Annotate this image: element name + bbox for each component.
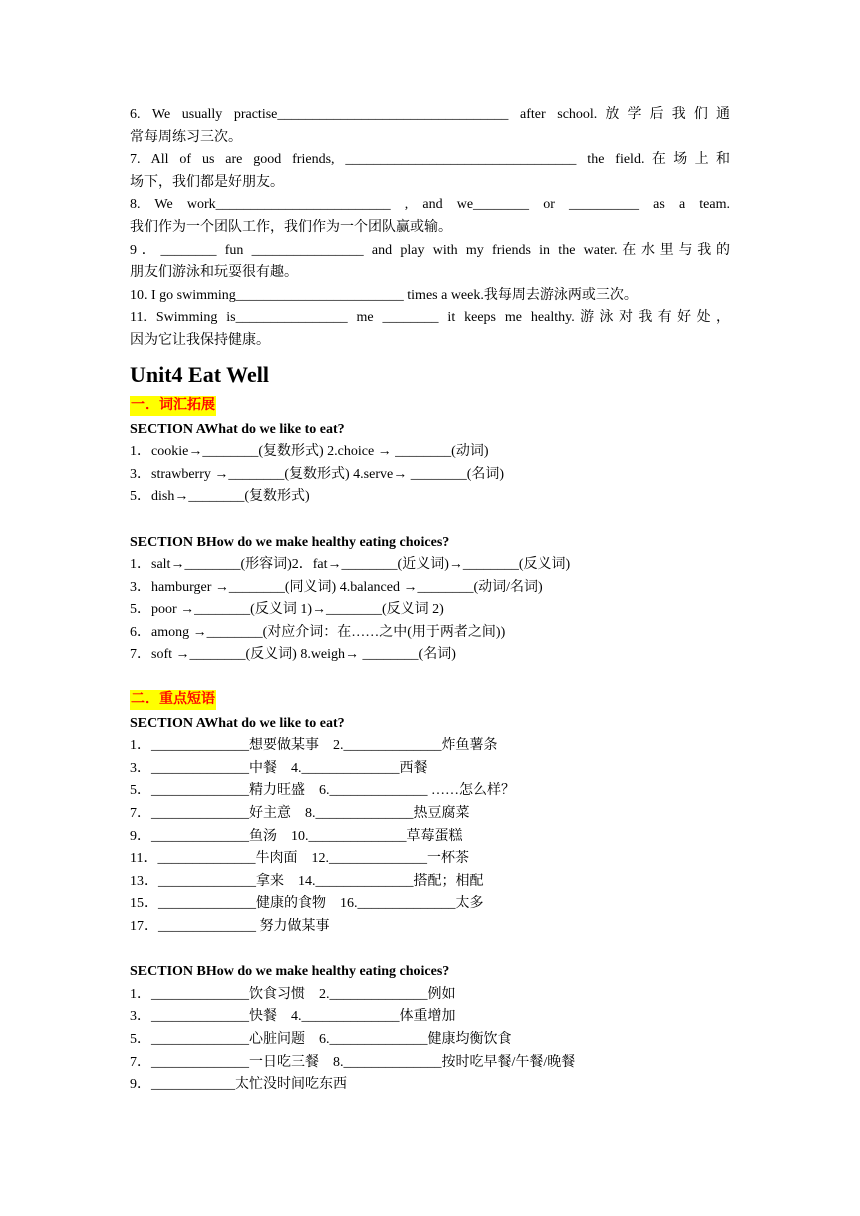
part2-b-line-5: 9．____________太忙没时间吃东西 [130,1077,347,1093]
spacer [130,667,730,690]
part1-section-b-title: SECTION BHow do we make healthy eating choices? [130,534,450,550]
part2-a-line-4: 7．______________好主意 8.______________热豆腐菜 [130,806,470,822]
part1-heading-row [130,396,730,418]
part2-b-line-1: 1．______________饮食习惯 2.______________例如 [130,986,456,1002]
exercise-8-line-2: 我们作为一个团队工作，我们作为一个团队赢或输。 [130,219,452,235]
part2-a-line-2: 3．______________中餐 4.______________西餐 [130,760,428,776]
part2-heading: 二．重点短语 [130,690,216,710]
document-page [130,104,730,1097]
part1-b-line-3: 5．poor →________(反义词 1)→________(反义词 2) [130,602,444,618]
part2-a-line-3: 5．______________精力旺盛 6.______________ ……怎么样？ [130,783,515,799]
part2-b-line-4: 7．______________一日吃三餐 8.______________按时吃早餐/午餐/晚餐 [130,1054,576,1070]
part1-b-line-1: 1．salt→________(形容词)2．fat→________(近义词)→________(反义词) [130,557,571,573]
exercise-11-line-1: 11. Swimming is________________ me ________ it keeps me healthy.游泳对我有好处， [130,310,730,326]
part1-a-line-2: 3．strawberry →________(复数形式) 4.serve→ ________(名词) [130,466,505,482]
exercise-8-line-1: 8. We work_________________________ , and we________ or __________ as a team. [130,197,730,213]
spacer [130,939,730,962]
part2-a-line-5: 9．______________鱼汤 10.______________草莓蛋糕 [130,828,463,844]
part2-heading-row [130,690,730,712]
part1-b-line-5: 7．soft →________(反义词) 8.weigh→ ________(名词) [130,647,456,663]
exercise-7-line-1: 7. All of us are good friends, _________________________________ the field.在场上和 [130,152,730,168]
part1-section-a-title: SECTION AWhat do we like to eat? [130,421,345,437]
part1-a-line-3: 5．dish→________(复数形式) [130,489,310,505]
part1-a-line-1: 1．cookie→________(复数形式) 2.choice → ________(动词) [130,444,489,460]
part1-b-line-2: 3．hamburger →________(同义词) 4.balanced →________(动词/名词) [130,579,543,595]
exercise-11-line-2: 因为它让我保持健康。 [130,332,270,348]
part2-a-line-1: 1．______________想要做某事 2.______________炸鱼薯条 [130,738,498,754]
exercise-9-line-2: 朋友们游泳和玩耍很有趣。 [130,265,298,281]
exercise-list-top [130,104,730,353]
part2-a-line-7: 13．______________拿来 14.______________搭配；相配 [130,873,484,889]
spacer [130,509,730,532]
exercise-6-line-1: 6. We usually practise_________________________________ after school.放学后我们通 [130,107,730,122]
part2-b-line-3: 5．______________心脏问题 6.______________健康均衡饮食 [130,1031,512,1047]
exercise-7-line-2: 场下，我们都是好朋友。 [130,174,284,190]
exercise-6-line-2: 常每周练习三次。 [130,129,242,145]
part1-heading: 一．词汇拓展 [130,396,216,416]
exercise-9-line-1: 9．________ fun ________________ and play with my friends in the water.在水里与我的 [130,242,730,258]
part2-section-a-title: SECTION AWhat do we like to eat? [130,715,345,731]
part2-a-line-9: 17．______________ 努力做某事 [130,919,330,934]
part2-a-line-8: 15．______________健康的食物 16.______________太多 [130,896,484,912]
part1-b-line-4: 6．among →________(对应介词：在……之中(用于两者之间)) [130,624,506,640]
exercise-10-line: 10. I go swimming________________________ times a week.我每周去游泳两或三次。 [130,287,638,303]
part2-a-line-6: 11．______________牛肉面 12.______________一杯茶 [130,851,469,867]
part2-b-line-2: 3．______________快餐 4.______________体重增加 [130,1009,456,1025]
part2-section-b-title: SECTION BHow do we make healthy eating choices? [130,964,450,980]
unit-title: Unit4 Eat Well [130,361,269,387]
